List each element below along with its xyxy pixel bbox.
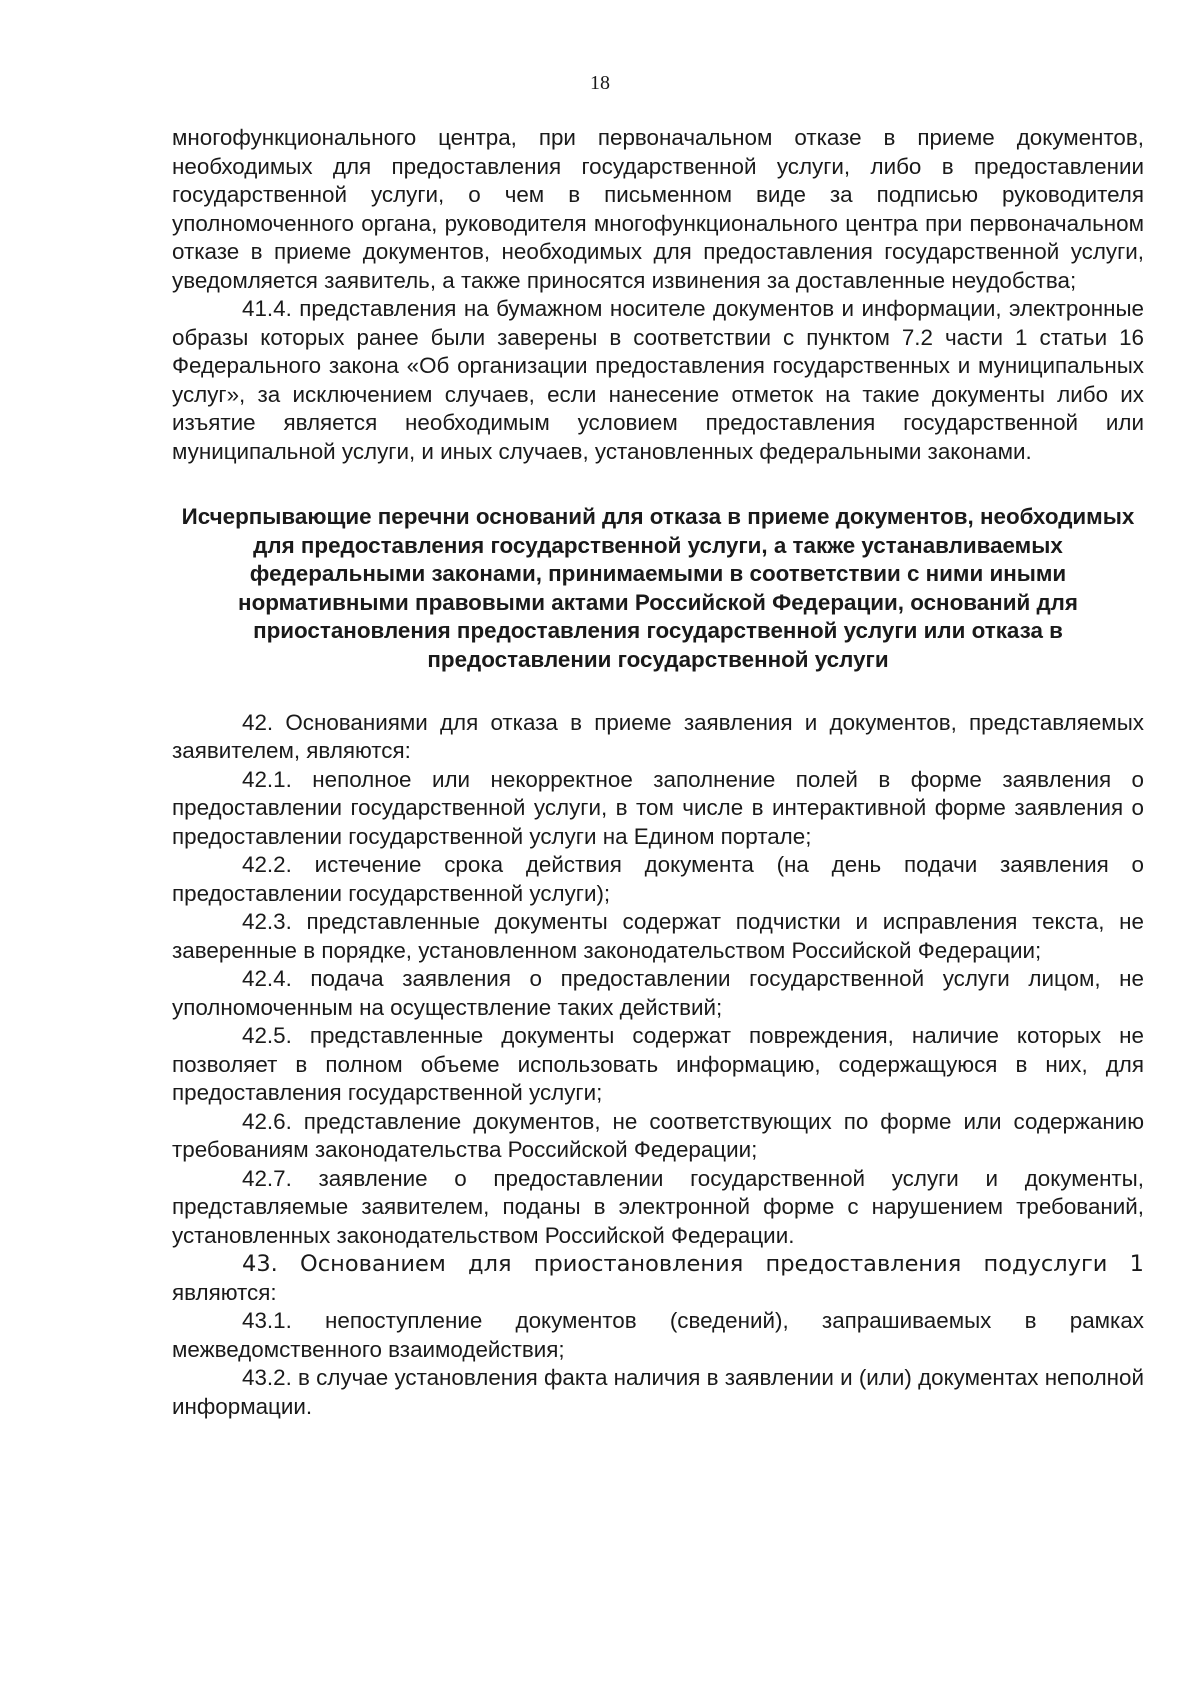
- paragraph-continuation: многофункционального центра, при первоначальном отказе в приеме документов, необходимых для предоставления государственной услуги, либо в предоставлении государственной услуги, о чем в письменном виде за подписью руководителя уполномоченного органа, руководителя многофункционального центра при первоначальном отказе в приеме документов, необходимых для предоставления государственной услуги, уведомляется заявитель, а также приносятся извинения за доставленные неудобства;: [172, 125, 1144, 293]
- paragraph-43-2: 43.2. в случае установления факта наличия в заявлении и (или) документах неполной информации.: [172, 1365, 1144, 1419]
- paragraph-42-4: 42.4. подача заявления о предоставлении государственной услуги лицом, не уполномоченным на осуществление таких действий;: [172, 966, 1144, 1020]
- paragraph-42-5: 42.5. представленные документы содержат повреждения, наличие которых не позволяет в полном объеме использовать информацию, содержащуюся в них, для предоставления государственной услуги;: [172, 1023, 1144, 1106]
- paragraph-43-1: 43.1. непоступление документов (сведений), запрашиваемых в рамках межведомственного взаимодействия;: [172, 1308, 1144, 1362]
- paragraph-41-4: 41.4. представления на бумажном носителе документов и информации, электронные образы которых ранее были заверены в соответствии с пунктом 7.2 части 1 статьи 16 Федерального закона «Об организации предоставления государственных и муниципальных услуг», за исключением случаев, если нанесение отметок на такие документы либо их изъятие является необходимым условием предоставления государственной или муниципальной услуги, и иных случаев, установленных федеральными законами.: [172, 296, 1144, 464]
- page-content: [172, 124, 1144, 1421]
- section-heading: Исчерпывающие перечни оснований для отказа в приеме документов, необходимых для предоставления государственной услуги, а также устанавливаемых федеральными законами, принимаемыми в соответствии с ними иными нормативными правовыми актами Российской Федерации, оснований для приостановления предоставления государственной услуги или отказа в предоставлении государственной услуги: [181, 504, 1135, 672]
- paragraph-42-intro: 42. Основаниями для отказа в приеме заявления и документов, представляемых заявителем, являются:: [172, 709, 1144, 764]
- paragraph-43-intro: [172, 1250, 1144, 1307]
- page-number: 18: [590, 72, 610, 94]
- paragraph-42-2: 42.2. истечение срока действия документа (на день подачи заявления о предоставлении государственной услуги);: [172, 852, 1144, 906]
- paragraph-43-intro-rest: являются:: [172, 1279, 277, 1305]
- paragraph-42-3: 42.3. представленные документы содержат подчистки и исправления текста, не заверенные в порядке, установленном законодательством Российской Федерации;: [172, 909, 1144, 963]
- paragraph-42-1: 42.1. неполное или некорректное заполнение полей в форме заявления о предоставлении государственной услуги, в том числе в интерактивной форме заявления о предоставлении государственной услуги на Едином портале;: [172, 766, 1144, 849]
- paragraph-42-7: 42.7. заявление о предоставлении государственной услуги и документы, представляемые заявителем, поданы в электронной форме с нарушением требований, установленных законодательством Российской Федерации.: [172, 1165, 1144, 1248]
- paragraph-43-intro-lead: 43. Основанием для приостановления предоставления подуслуги 1: [242, 1251, 1144, 1278]
- paragraph-42-6: 42.6. представление документов, не соответствующих по форме или содержанию требованиям законодательства Российской Федерации;: [172, 1108, 1144, 1163]
